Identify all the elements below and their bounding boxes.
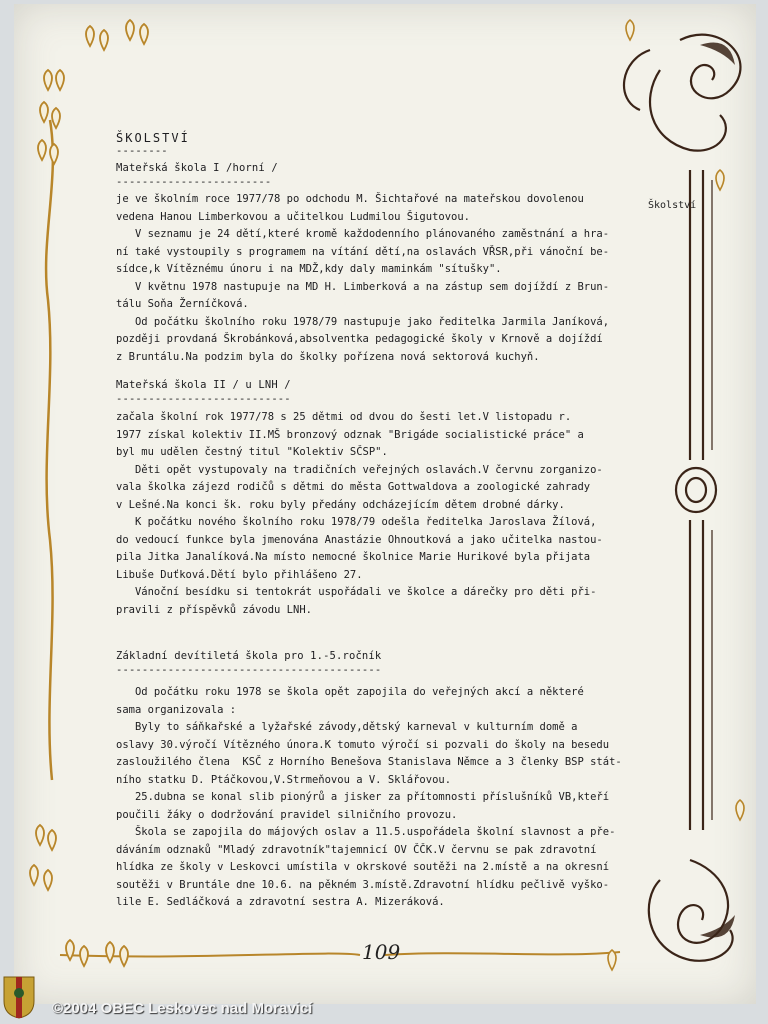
text-line: 1977 získal kolektiv II.MŠ bronzový odznak "Brigáde socialistické práce" a xyxy=(116,428,584,441)
text-line: lile E. Sedláčková a zdravotní sestra A. Mizeráková. xyxy=(116,896,445,908)
text-line: ního statku D. Ptáčkovou,V.Strmeňovou a V. Sklářovou. xyxy=(116,773,452,786)
text-line: vedena Hanou Limberkovou a učitelkou Ludmilou Šigutovou. xyxy=(116,210,471,223)
text-line: byl mu udělen čestný titul "Kolektiv SČSP". xyxy=(116,446,388,458)
section3-rule: ----------------------------------------- xyxy=(116,664,382,676)
page-title: ŠKOLSTVÍ xyxy=(116,131,190,145)
text-line: poučili žáky o dodržování pravidel silničního provozu. xyxy=(116,808,458,821)
text-line: z Bruntálu.Na podzim byla do školky pořízena nová sektorová kuchyň. xyxy=(116,350,540,363)
section1-rule: ------------------------ xyxy=(116,176,272,188)
section2-body xyxy=(116,411,636,621)
text-line: 25.dubna se konal slib pionýrů a jisker za přítomnosti příslušníků VB,kteří xyxy=(116,791,610,803)
text-line: Byly to sáňkařské a lyžařské závody,dětský karneval v kulturním domě a xyxy=(116,721,578,733)
text-line: začala školní rok 1977/78 s 25 dětmi od dvou do šesti let.V listopadu r. xyxy=(116,411,572,423)
title-rule: -------- xyxy=(116,145,168,157)
text-line: ní také vystoupily s programem na vítání dětí,na oslavách VŘSR,při vánoční be- xyxy=(116,245,610,258)
text-line: Od počátku školního roku 1978/79 nastupuje jako ředitelka Jarmila Janíková, xyxy=(116,315,610,328)
section2-rule: --------------------------- xyxy=(116,393,291,405)
margin-note: Školství xyxy=(648,200,697,211)
text-line: dáváním odznaků "Mladý zdravotník"tajemnicí OV ČČK.V červnu se pak zdravotní xyxy=(116,843,597,856)
text-line: sídce,k Vítěznému únoru i na MDŽ,kdy daly maminkám "sítušky". xyxy=(116,263,502,275)
text-line: později provdaná Škrobánková,absolventka pedagogické školy v Krnově a dojíždí xyxy=(116,333,603,345)
section3-body xyxy=(116,686,636,914)
text-line: K počátku nového školního roku 1978/79 odešla ředitelka Jaroslava Žílová, xyxy=(116,516,597,528)
text-line: V seznamu je 24 dětí,které kromě každodenního plánovaného zaměstnání a hra- xyxy=(116,228,610,240)
text-line: pravili z příspěvků závodu LNH. xyxy=(116,603,312,616)
text-line: pila Jitka Janalíková.Na místo nemocné školnice Marie Hurikové byla přijata xyxy=(116,551,591,563)
page-number: 109 xyxy=(362,940,401,964)
section1-body xyxy=(116,193,636,368)
text-line: Od počátku roku 1978 se škola opět zapojila do veřejných akcí a některé xyxy=(116,686,584,698)
text-line: soutěži v Bruntále dne 10.6. na pěkném 3.místě.Zdravotní hlídku pečlivě vyško- xyxy=(116,878,610,891)
text-line: V květnu 1978 nastupuje na MD H. Limberková a na zástup sem dojíždí z Brun- xyxy=(116,280,610,293)
text-line: Děti opět vystupovaly na tradičních veřejných oslavách.V červnu zorganizo- xyxy=(116,463,603,476)
text-line: vala školka zájezd rodičů s dětmi do města Gottwaldova a zoologické zahrady xyxy=(116,481,591,493)
village-crest-icon xyxy=(2,975,36,1019)
text-line: v Lešné.Na konci šk. roku byly předány odcházejícím dětem drobné dárky. xyxy=(116,498,565,511)
text-line: tálu Soňa Žerníčková. xyxy=(116,298,249,310)
section2-heading: Mateřská škola II / u LNH / xyxy=(116,379,291,391)
text-line: zasloužilého člena KSČ z Horního Benešova Stanislava Němce a 3 členky BSP stát- xyxy=(116,756,622,768)
text-line: hlídka ze školy v Leskovci umístila v okrskové soutěži na 2.místě a na okresní xyxy=(116,861,610,873)
text-line: oslavy 30.výročí Vítězného února.K tomuto výročí si pozvali do školy na besedu xyxy=(116,738,610,751)
text-line: Vánoční besídku si tentokrát uspořádali ve školce a dárečky pro děti při- xyxy=(116,586,597,598)
text-line: je ve školním roce 1977/78 po odchodu M. Šichtařové na mateřskou dovolenou xyxy=(116,193,584,205)
copyright-footer: ©2004 OBEC Leskovec nad Moravicí xyxy=(52,1000,313,1017)
section3-heading: Základní devítiletá škola pro 1.-5.ročník xyxy=(116,650,382,662)
text-line: sama organizovala : xyxy=(116,703,237,716)
section1-heading: Mateřská škola I /horní / xyxy=(116,162,278,174)
text-line: Libuše Duťková.Dětí bylo přihlášeno 27. xyxy=(116,568,363,581)
text-line: do vedoucí funkce byla jmenována Anastázie Ohnoutková a jako učitelka nastou- xyxy=(116,533,603,546)
text-line: Škola se zapojila do májových oslav a 11.5.uspořádela školní slavnost a pře- xyxy=(116,826,616,838)
